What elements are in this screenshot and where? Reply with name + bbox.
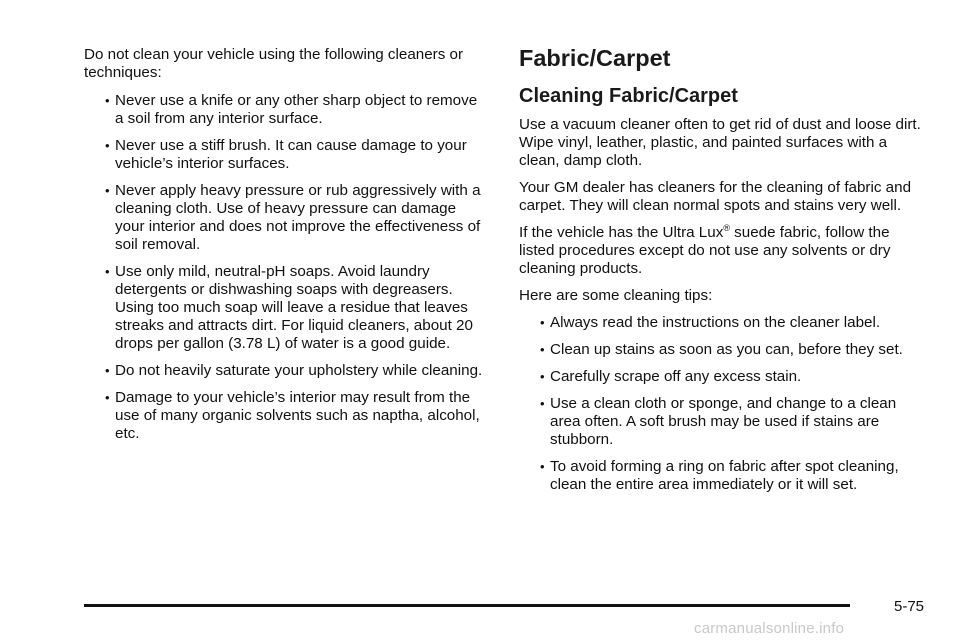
list-item: • Use only mild, neutral-pH soaps. Avoid laundry detergents or dishwashing soaps with degreasers. Using too much soap will leave a residue that leaves streaks and attracts dirt. For liquid cleaners, about 20 drops per gallon (3.78 L) of water is a good guide. xyxy=(105,263,473,352)
right-column xyxy=(519,44,927,503)
bullet-icon: • xyxy=(105,264,110,279)
list-item: • Clean up stains as soon as you can, before they set. xyxy=(540,341,903,358)
list-item: • Do not heavily saturate your upholstery while cleaning. xyxy=(105,362,483,379)
vacuum-paragraph: Use a vacuum cleaner often to get rid of dust and loose dirt. Wipe vinyl, leather, plastic, and painted surfaces with a clean, damp cloth. xyxy=(519,116,921,169)
left-column xyxy=(84,46,488,452)
page-number: 5-75 xyxy=(894,598,925,615)
bullet-icon: • xyxy=(540,342,545,357)
section-title: Fabric/Carpet xyxy=(519,45,671,71)
bullet-icon: • xyxy=(540,459,545,474)
list-item: • Never use a stiff brush. It can cause damage to your vehicle’s interior surfaces. xyxy=(105,137,467,172)
list-item: • Use a clean cloth or sponge, and change to a clean area often. A soft brush may be used if stains are stubborn. xyxy=(540,395,897,448)
registered-mark: ® xyxy=(723,223,730,233)
footer-rule xyxy=(84,604,850,607)
bullet-icon: • xyxy=(105,183,110,198)
dealer-paragraph: Your GM dealer has cleaners for the cleaning of fabric and carpet. They will clean normal spots and stains very well. xyxy=(519,179,912,214)
bullet-icon: • xyxy=(105,390,110,405)
bullet-icon: • xyxy=(540,396,545,411)
bullet-icon: • xyxy=(105,363,110,378)
list-item: • Carefully scrape off any excess stain. xyxy=(540,368,802,385)
ultra-lux-paragraph: If the vehicle has the Ultra Lux® suede fabric, follow the listed procedures except do not use any solvents or dry cleaning products. xyxy=(519,223,891,277)
bullet-icon: • xyxy=(105,138,110,153)
subsection-title: Cleaning Fabric/Carpet xyxy=(519,85,738,107)
list-item: • Never use a knife or any other sharp object to remove a soil from any interior surface. xyxy=(105,92,478,127)
watermark: carmanualsonline.info xyxy=(694,620,845,637)
tips-intro: Here are some cleaning tips: xyxy=(519,287,713,304)
list-item: • To avoid forming a ring on fabric after spot cleaning, clean the entire area immediately or it will set. xyxy=(540,458,899,493)
cleaning-tips-list xyxy=(519,314,927,494)
bullet-icon: • xyxy=(540,315,545,330)
bullet-icon: • xyxy=(540,369,545,384)
intro-paragraph: Do not clean your vehicle using the following cleaners or techniques: xyxy=(84,46,464,81)
list-item: • Never apply heavy pressure or rub aggressively with a cleaning cloth. Use of heavy pressure can damage your interior and does not improve the effectiveness of soil removal. xyxy=(105,182,481,253)
list-item: • Damage to your vehicle’s interior may result from the use of many organic solvents such as naptha, alcohol, etc. xyxy=(105,389,480,442)
list-item: • Always read the instructions on the cleaner label. xyxy=(540,314,881,331)
cleaning-warnings-list xyxy=(84,92,488,443)
bullet-icon: • xyxy=(105,93,110,108)
